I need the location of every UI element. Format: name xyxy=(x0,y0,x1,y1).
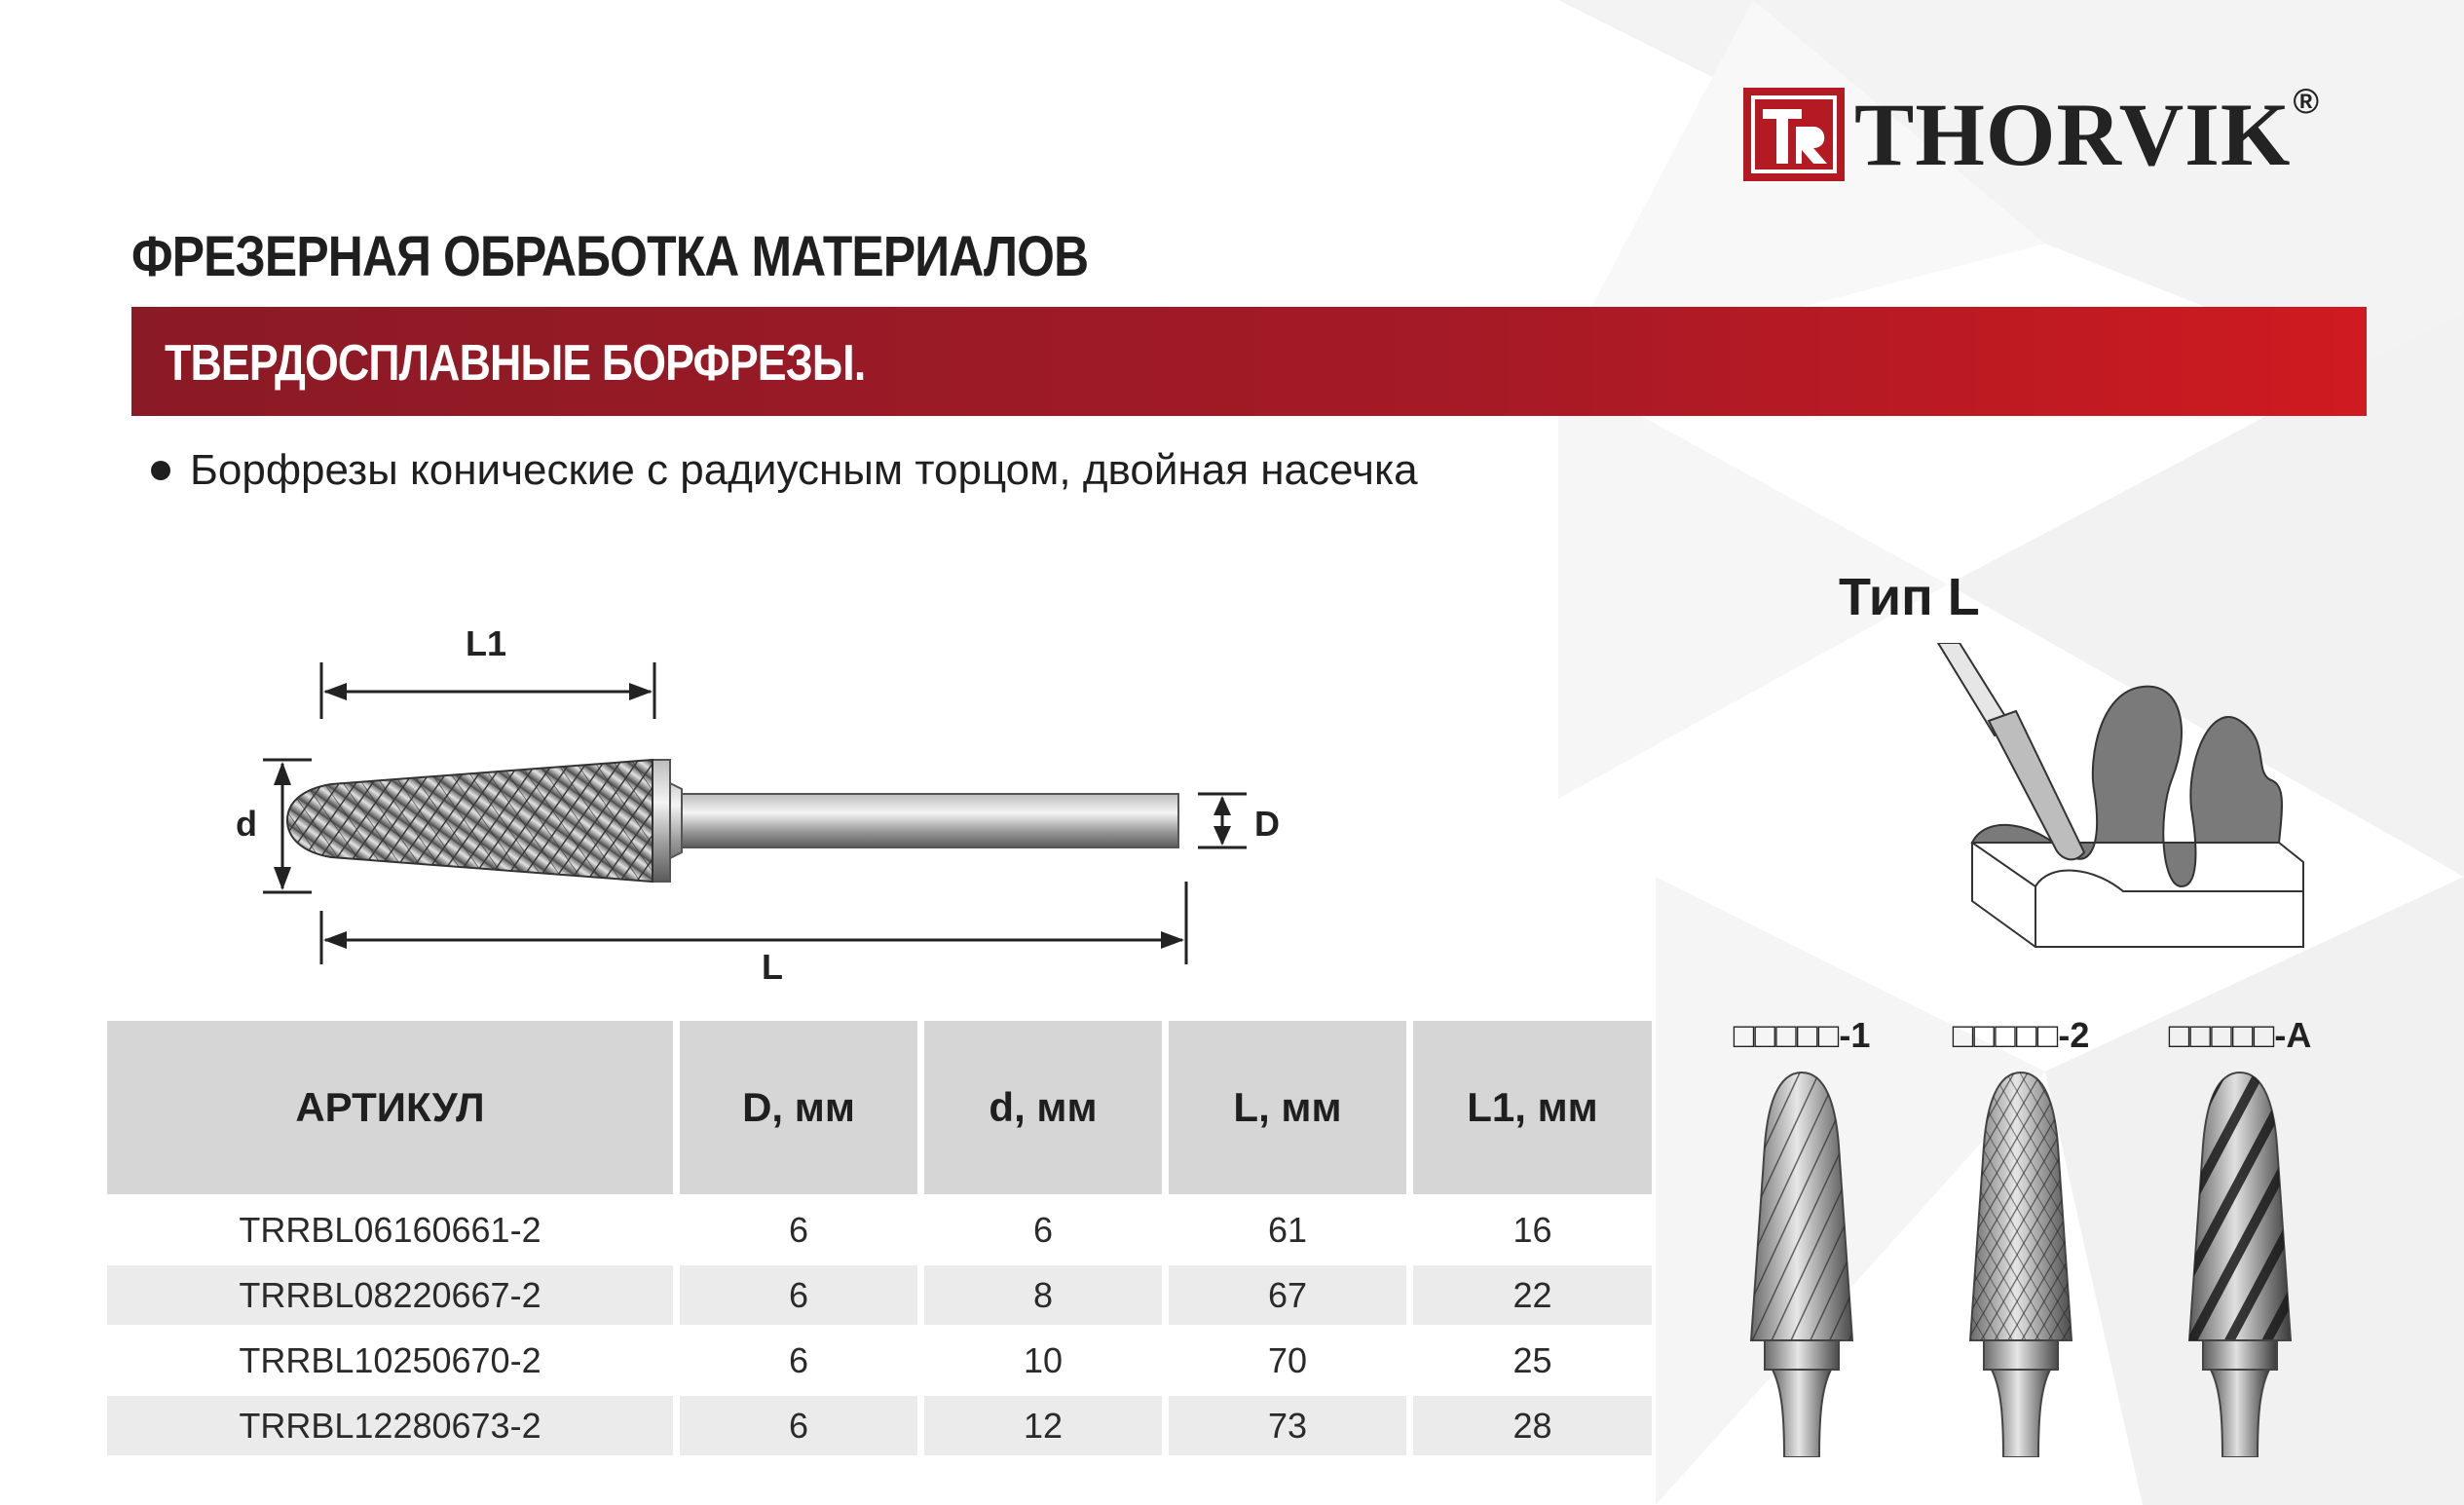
cell-total-length: 61 xyxy=(1267,1209,1308,1250)
thorvik-logo xyxy=(1743,81,2320,184)
bur-variant-2-icon xyxy=(1962,1068,2079,1457)
cell-article: TRRBL06160661-2 xyxy=(239,1209,541,1250)
cell-head-length: 22 xyxy=(1413,1265,1652,1325)
dimension-drawing xyxy=(224,614,1315,1003)
cell-total-length: 67 xyxy=(1169,1265,1406,1325)
cell-total-length: 70 xyxy=(1267,1339,1308,1380)
table-header xyxy=(107,1021,1656,1194)
brand-name: THORVIK xyxy=(1854,85,2292,184)
cell-total-length: 73 xyxy=(1169,1396,1406,1455)
type-l-diagram xyxy=(1919,643,2308,955)
cell-head-length: 28 xyxy=(1413,1396,1652,1455)
column-header-total-length: L, мм xyxy=(1169,1021,1406,1194)
bur-drawing-icon xyxy=(224,614,1315,1003)
dim-label-d-small: d xyxy=(236,804,257,844)
banner-title: ТВЕРДОСПЛАВНЫЕ БОРФРЕЗЫ. xyxy=(165,335,866,392)
cell-head-diameter: 12 xyxy=(924,1396,1162,1455)
cell-article: TRRBL12280673-2 xyxy=(107,1396,673,1455)
column-header-article: АРТИКУЛ xyxy=(107,1021,673,1194)
page-title: ФРЕЗЕРНАЯ ОБРАБОТКА МАТЕРИАЛОВ xyxy=(131,225,1089,288)
table-row xyxy=(107,1265,1656,1325)
dim-label-l1: L1 xyxy=(466,623,507,663)
registered-mark: ® xyxy=(2293,81,2320,121)
column-header-head-diameter: d, мм xyxy=(924,1021,1162,1194)
variant-2 xyxy=(1919,1015,2123,1457)
table-row xyxy=(107,1396,1656,1455)
cell-article: TRRBL08220667-2 xyxy=(107,1265,673,1325)
cell-head-diameter: 8 xyxy=(924,1265,1162,1325)
cell-head-diameter: 10 xyxy=(1023,1339,1064,1380)
variant-a xyxy=(2138,1015,2342,1457)
bullet-icon xyxy=(151,461,170,480)
column-header-shank-diameter: D, мм xyxy=(680,1021,917,1194)
cell-shank-diameter: 6 xyxy=(788,1339,809,1380)
table-row xyxy=(107,1200,1656,1260)
dim-label-d-large: D xyxy=(1254,804,1280,844)
type-label: Тип L xyxy=(1839,568,1980,626)
tr-logo-icon xyxy=(1743,88,1845,181)
cell-article: TRRBL10250670-2 xyxy=(239,1339,541,1380)
specification-table xyxy=(107,1021,1656,1461)
logo-mark xyxy=(1743,88,1845,181)
variant-label: □□□□□-2 xyxy=(1952,1015,2090,1055)
column-header-head-length: L1, мм xyxy=(1413,1021,1652,1194)
bur-variant-a-icon xyxy=(2182,1068,2298,1457)
variant-label: □□□□□-1 xyxy=(1733,1015,1871,1055)
bur-variant-1-icon xyxy=(1743,1068,1860,1457)
table-row xyxy=(107,1331,1656,1390)
description-text: Борфрезы конические с радиусным торцом, двойная насечка xyxy=(190,446,1418,494)
application-diagram-icon xyxy=(1919,643,2308,955)
variant-label: □□□□□-A xyxy=(2168,1015,2312,1055)
product-description xyxy=(151,446,1418,495)
cell-head-diameter: 6 xyxy=(1032,1209,1054,1250)
cell-shank-diameter: 6 xyxy=(680,1396,917,1455)
cell-head-length: 16 xyxy=(1512,1209,1552,1250)
variant-1 xyxy=(1699,1015,1904,1457)
section-banner xyxy=(131,307,2367,416)
table-body xyxy=(107,1200,1656,1455)
dim-label-l: L xyxy=(762,947,783,987)
cell-head-length: 25 xyxy=(1512,1339,1552,1380)
cell-shank-diameter: 6 xyxy=(680,1265,917,1325)
cell-shank-diameter: 6 xyxy=(788,1209,809,1250)
